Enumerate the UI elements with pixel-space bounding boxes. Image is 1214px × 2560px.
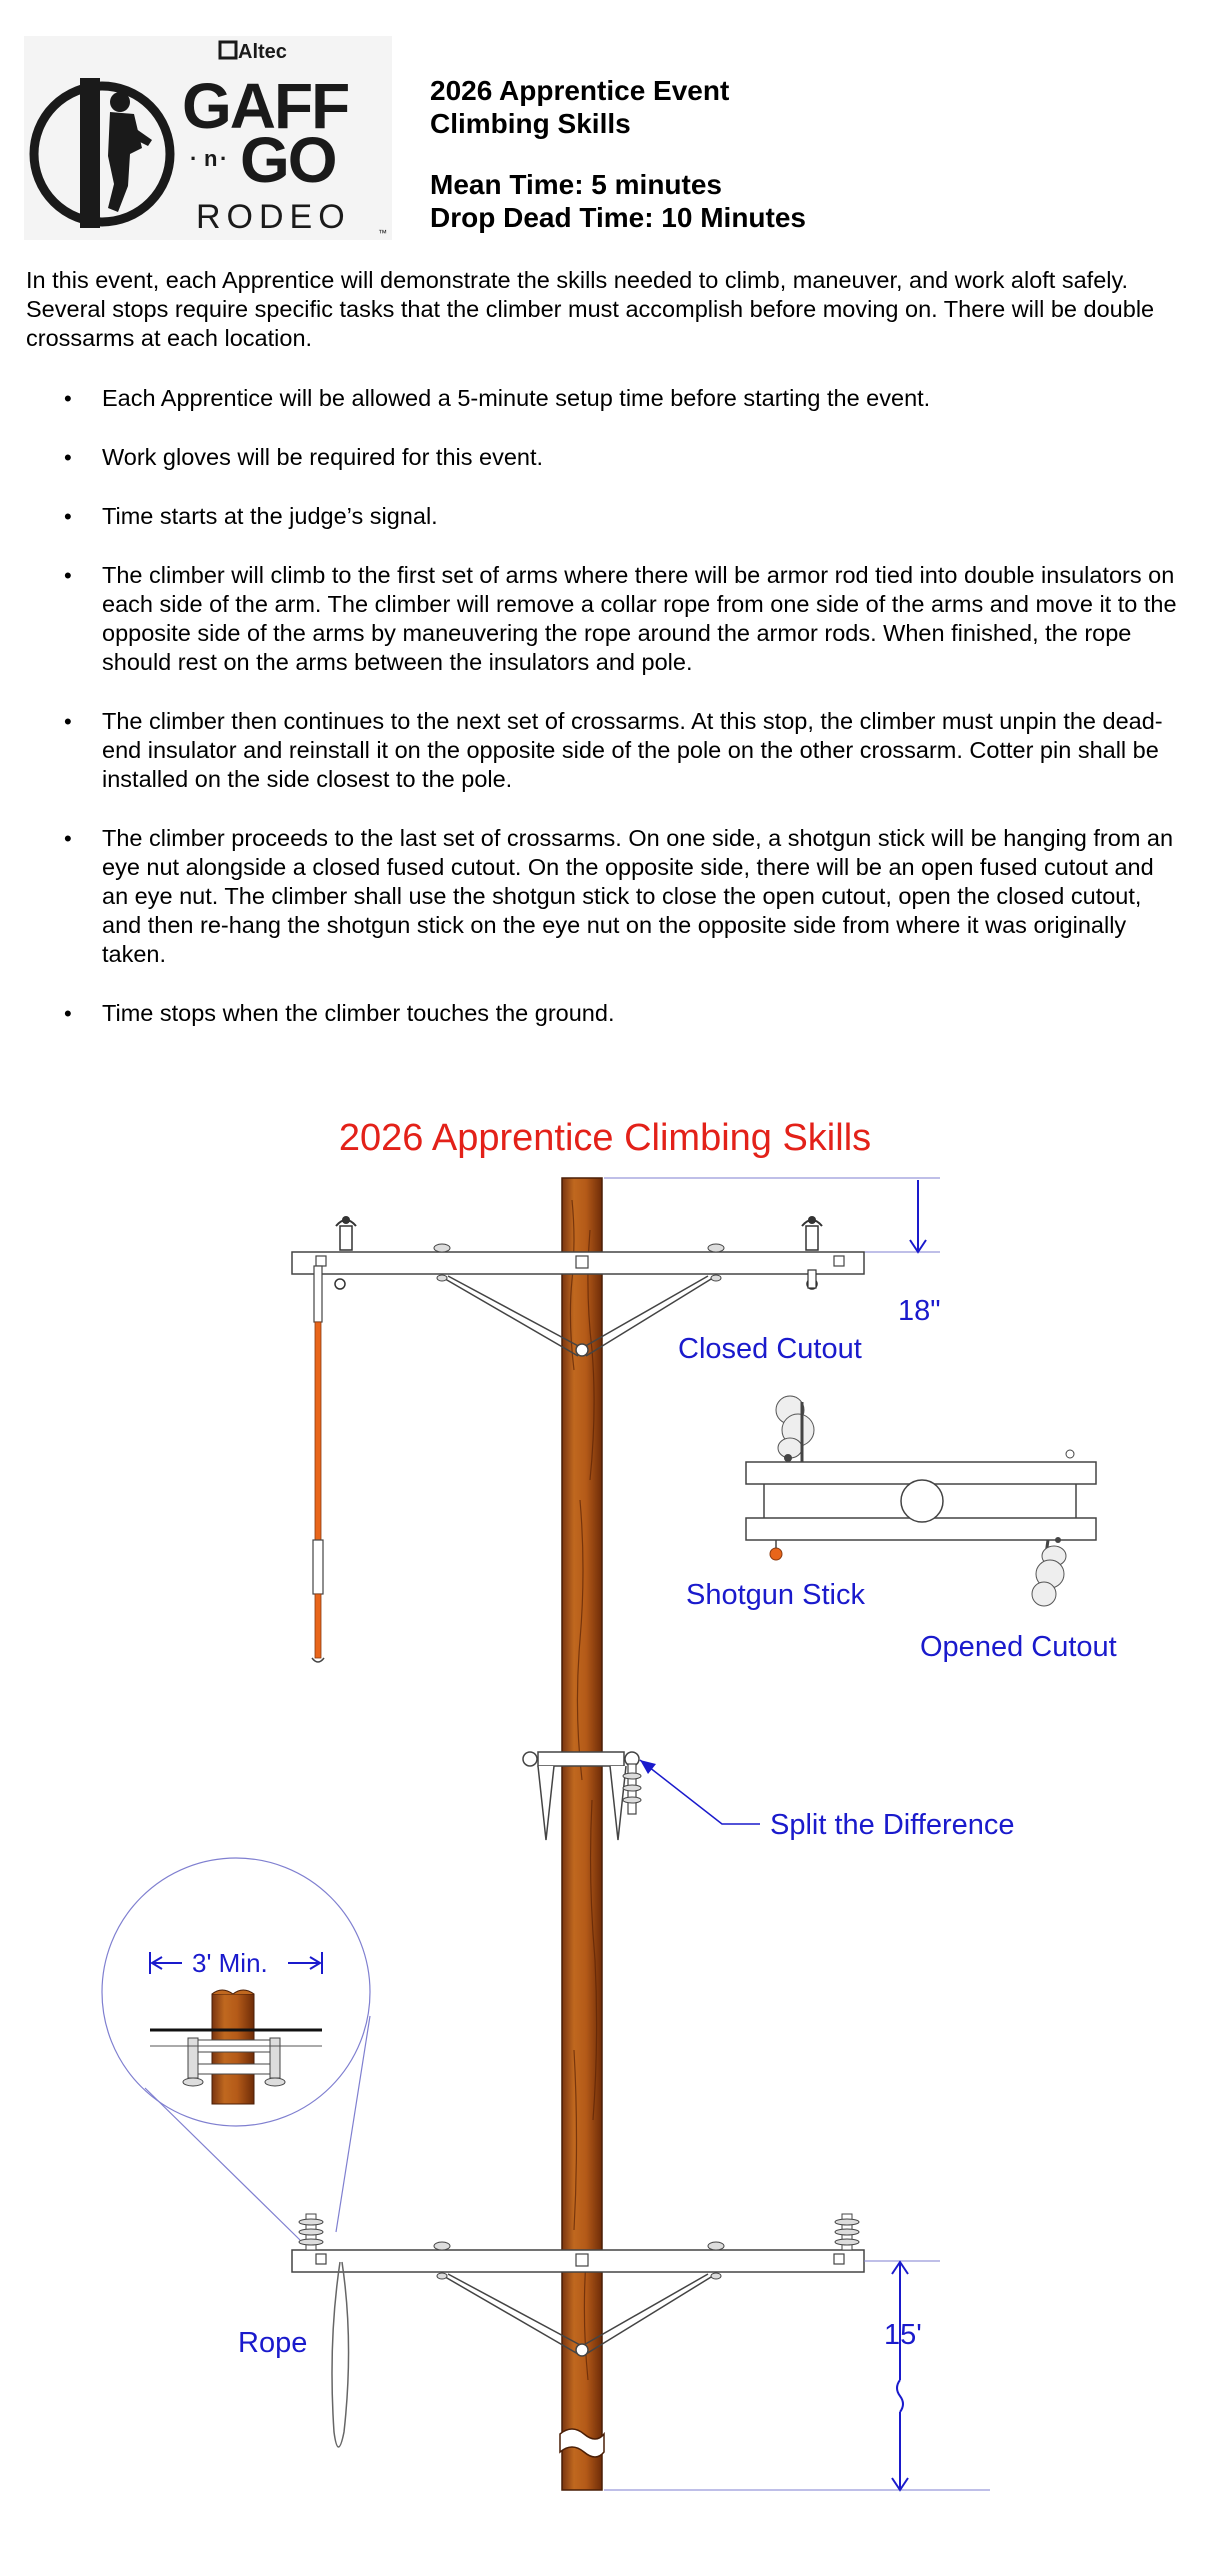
gaff-n-go-rodeo-logo — [24, 36, 392, 240]
bullet-icon: • — [64, 386, 72, 411]
bullet-icon: • — [64, 445, 72, 470]
detail-circle — [102, 1858, 370, 2240]
logo-brand-text: Altec — [238, 41, 287, 63]
logo-title-line2: GO — [240, 124, 336, 196]
rule-text: Each Apprentice will be allowed a 5-minute setup time before starting the event. — [102, 385, 931, 411]
rule-item — [26, 384, 1186, 413]
opened-cutout-label: Opened Cutout — [920, 1631, 1117, 1663]
logo-title-line1: GAFF — [182, 70, 349, 142]
event-header — [430, 74, 806, 234]
shotgun-stick-icon — [312, 1266, 324, 1662]
dimension-15-foot: 15' — [884, 2319, 922, 2351]
rule-text: Time stops when the climber touches the ground. — [102, 1000, 615, 1026]
split-difference-label: Split the Difference — [770, 1809, 1015, 1841]
rule-text: Work gloves will be required for this event. — [102, 444, 544, 470]
logo-connector-right: · — [220, 146, 228, 171]
logo-connector: n — [204, 146, 218, 171]
bullet-icon: • — [64, 1001, 72, 1026]
wooden-pole — [560, 1178, 604, 2490]
shotgun-stick-label: Shotgun Stick — [686, 1579, 865, 1611]
rule-text: The climber then continues to the next set of crossarms. At this stop, the climber must unpin the dead-end insulator and reinstall it on the opposite side of the pole on the other crossarm. Cotter pin shall be installed on the side closest to the pole. — [102, 708, 1163, 792]
bullet-icon: • — [64, 826, 72, 851]
rule-item — [26, 824, 1186, 969]
opened-cutout-icon — [1032, 1537, 1066, 1606]
closed-cutout-icon — [776, 1396, 814, 1462]
closed-cutout-label: Closed Cutout — [678, 1333, 862, 1365]
diagram-title: 2026 Apprentice Climbing Skills — [338, 1117, 872, 1159]
rule-text: The climber will climb to the first set of arms where there will be armor rod tied into double insulators on each side of the arm. The climber will remove a collar rope from one side of the arms and move it to the opposite side of the arms by maneuvering the rope around the armor rods. When finished, the rope should rest on the arms between the insulators and pole. — [102, 562, 1177, 675]
rule-text: The climber proceeds to the last set of crossarms. On one side, a shotgun stick will be hanging from an eye nut alongside a closed fused cutout. On the opposite side, there will be an open fused cutout and an eye nut. The climber shall use the shotgun stick to close the open cutout, open the closed cutout, and then re-hang the shotgun stick on the eye nut on the opposite side from where it was originally taken. — [102, 825, 1174, 967]
bullet-icon: • — [64, 504, 72, 529]
bottom-dimension — [604, 2261, 990, 2490]
rule-item — [26, 707, 1186, 794]
rule-text: Time starts at the judge’s signal. — [102, 503, 438, 529]
rule-item — [26, 561, 1186, 677]
rule-item — [26, 502, 1186, 531]
rule-item — [26, 999, 1186, 1028]
bullet-icon: • — [64, 563, 72, 588]
three-foot-min-label: 3' Min. — [192, 1948, 268, 1978]
dimension-18-inch: 18" — [898, 1295, 941, 1327]
cutout-detail — [746, 1396, 1096, 1606]
rope-label: Rope — [238, 2327, 308, 2359]
intro-paragraph: In this event, each Apprentice will demonstrate the skills needed to climb, maneuver, and work aloft safely. Several stops require specific tasks that the climber must accomplish before moving on. There will be double crossarms at each location. — [26, 267, 1155, 351]
event-title: 2026 Apprentice Event — [430, 75, 730, 106]
insulator-left-icon — [299, 2214, 323, 2250]
event-subtitle: Climbing Skills — [430, 108, 631, 139]
rule-item — [26, 443, 1186, 472]
mean-time: Mean Time: 5 minutes — [430, 169, 723, 200]
insulator-right-icon — [835, 2214, 859, 2250]
bullet-icon: • — [64, 709, 72, 734]
drop-dead-time: Drop Dead Time: 10 Minutes — [430, 202, 807, 233]
logo-trademark: ™ — [378, 228, 387, 238]
logo-connector-left: · — [190, 146, 198, 171]
split-leader-line — [640, 1760, 760, 1824]
climbing-diagram — [0, 1080, 1214, 2500]
logo-subtitle: RODEO — [196, 198, 351, 236]
rules-list — [26, 384, 1186, 1058]
collar-rope-icon — [332, 2262, 349, 2447]
